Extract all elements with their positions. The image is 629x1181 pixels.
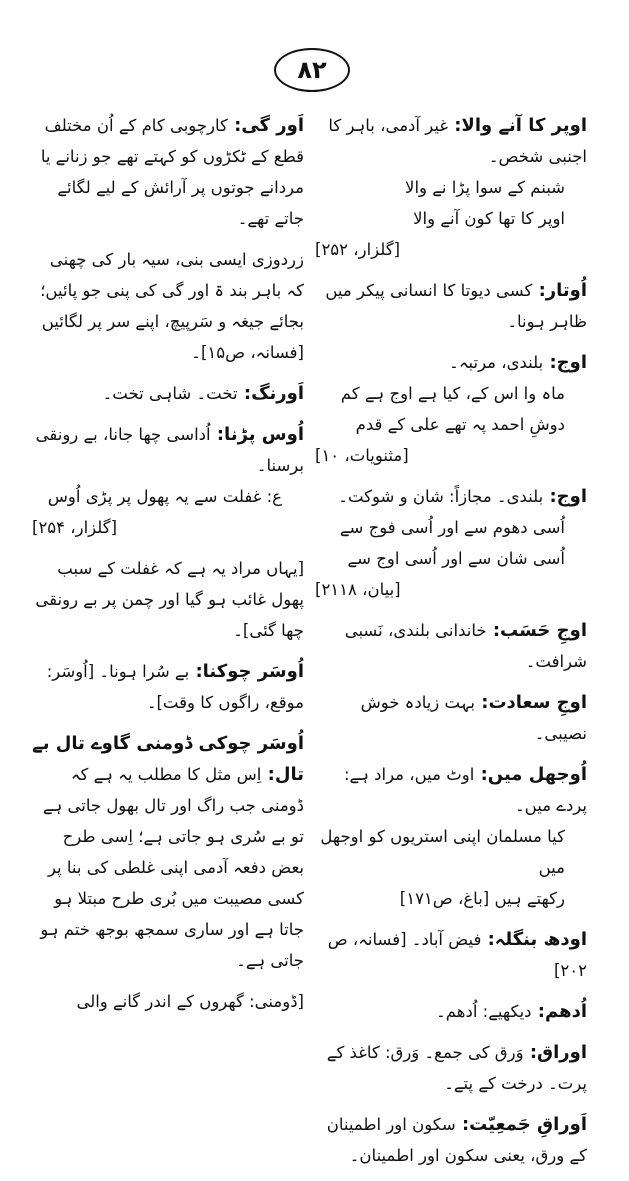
- entry-reference: [بیان، ۲۱۱۸]: [315, 580, 401, 599]
- entry-definition: کارچوبی کام کے اُن مختلف قطع کے ٹکڑوں کو کہتے تھے جو زنانے یا مردانے جوتوں پر آرائش کے لیے لگائے جاتے تھے۔: [40, 116, 304, 228]
- entry-headword: اُوجھل میں:: [474, 764, 587, 785]
- dictionary-entry: [315, 996, 587, 1027]
- dictionary-entry: [315, 687, 587, 749]
- entry-verse-line: ع: غفلت سے یہ پھول پر پڑی اُوس: [47, 487, 282, 506]
- entry-headword: اَورنگ:: [237, 383, 304, 404]
- entry-definition: کسی دیوتا کا انسانی پیکر میں ظاہر ہونا۔: [325, 281, 587, 331]
- entry-definition: وَرق کی جمع۔ وَرق: کاغذ کے پرت۔ درخت کے پتے۔: [326, 1043, 587, 1093]
- page-number: ۸۲: [274, 48, 350, 92]
- entry-definition: [یہاں مراد یہ ہے کہ غفلت کے سبب پھول غائب ہو گیا اور چمن پر بے رونقی چھا گئی]۔: [35, 559, 304, 640]
- entry-headword: اُوس پڑنا:: [210, 424, 304, 445]
- dictionary-entry: [32, 110, 304, 234]
- dictionary-entry: [315, 1037, 587, 1099]
- entry-verse-line: دوشِ احمد پہ تھے علی کے قدم: [355, 415, 565, 434]
- entry-headword: اوراق:: [523, 1042, 587, 1063]
- entry-headword: اوپر کا آنے والا:: [447, 115, 587, 136]
- dictionary-entry: [315, 347, 587, 471]
- entry-headword: اَوراقِ جَمعِیّت:: [455, 1114, 587, 1135]
- dictionary-entry: [32, 419, 304, 543]
- dictionary-entry: [32, 553, 304, 646]
- entry-definition: سکون اور اطمینان کے ورق، یعنی سکون اور اطمینان۔: [326, 1115, 587, 1165]
- dictionary-entry: [315, 759, 587, 914]
- entry-headword: اوج:: [543, 352, 587, 373]
- entry-headword: اوج:: [543, 486, 587, 507]
- entry-definition: اوٹ میں، مراد ہے: پردے میں۔: [344, 765, 587, 815]
- dictionary-entry: [315, 481, 587, 605]
- entry-verse-line: اُسی دھوم سے اور اُسی فوج سے: [339, 518, 565, 537]
- entry-definition: بے سُرا ہونا۔ [اُوسَر: موقع، راگوں کا وقت]۔: [46, 662, 304, 712]
- entry-headword: اُوسَر چوکنا:: [189, 661, 304, 682]
- entry-headword: اوجِ سعادت:: [474, 692, 587, 713]
- entry-verse-line: اوپر کا تھا کون آنے والا: [413, 209, 565, 228]
- entry-headword: اَور گی:: [227, 115, 304, 136]
- entry-verse-line: اُسی شان سے اور اُسی اوج سے: [347, 549, 565, 568]
- entry-definition: بلندی، مرتبہ۔: [449, 353, 544, 372]
- entry-headword: اودھ بنگلہ:: [481, 929, 587, 950]
- entry-definition: بلندی۔ مجازاً: شان و شوکت۔: [338, 487, 544, 506]
- left-column: [32, 110, 304, 1027]
- entry-verse-line: کیا مسلمان اپنی استریوں کو اوجھل میں: [320, 827, 565, 877]
- entry-verse-line: شبنم کے سوا پڑا نے والا: [405, 178, 565, 197]
- dictionary-entry: [32, 378, 304, 409]
- dictionary-entry: [32, 244, 304, 368]
- entry-headword: اُوسَر چوکی ڈومنی گاوے تال بے تال:: [32, 733, 304, 785]
- entry-definition: بہت زیادہ خوش نصیبی۔: [360, 693, 587, 743]
- entry-definition: خاندانی بلندی، نَسبی شرافت۔: [344, 621, 587, 671]
- entry-definition: دیکھیے: اُدھم۔: [436, 1002, 532, 1021]
- entry-definition: تخت۔ شاہی تخت۔: [102, 384, 238, 403]
- dictionary-entry: [315, 1109, 587, 1171]
- entry-headword: اوجِ حَسَب:: [486, 620, 587, 641]
- entry-definition: فیض آباد۔ [فسانہ، ص ۲۰۲]: [327, 930, 587, 980]
- dictionary-entry: [315, 110, 587, 265]
- dictionary-entry: [32, 656, 304, 718]
- entry-definition: اُداسی چھا جانا، بے رونقی برسنا۔: [35, 425, 304, 475]
- entry-definition: اِس مثل کا مطلب یہ ہے کہ ڈومنی جب راگ اور تال بھول جاتی ہے تو بے سُری ہو جاتی ہے؛ اِسی طرح بعض دفعہ آدمی اپنی غلطی کی بنا پر کسی مصیبت میں بُری طرح مبتلا ہو جاتا ہے اور ساری سمجھ بوجھ ختم ہو جاتی ہے۔: [40, 765, 304, 970]
- entry-reference: [گلزار، ۲۵۲]: [315, 240, 401, 259]
- right-column: [315, 110, 587, 1181]
- entry-verse-line: ماہ وا اس کے، کیا ہے اوج ہے کم: [340, 384, 565, 403]
- entry-headword: اُوتار:: [532, 280, 587, 301]
- entry-headword: اُدھم:: [531, 1001, 587, 1022]
- entry-definition: [ڈومنی: گھروں کے اندر گانے والی: [76, 992, 304, 1011]
- dictionary-entry: [315, 275, 587, 337]
- entry-verse-line: رکھتے ہیں [باغ، ص۱۷۱]: [399, 889, 565, 908]
- dictionary-entry: [315, 615, 587, 677]
- dictionary-entry: [32, 986, 304, 1017]
- entry-definition: غیر آدمی، باہر کا اجنبی شخص۔: [328, 116, 587, 166]
- entry-reference: [مثنویات، ۱۰]: [315, 446, 409, 465]
- dictionary-entry: [315, 924, 587, 986]
- entry-definition: زردوزی ایسی بنی، سیہ بار کی چھنی کہ باہر بند ۃ اور گی کی پنی جو پائیں؛ بجائے جیغہ و سَرپیچ، اپنے سر پر لگائیں [فسانہ، ص۱۵]۔: [40, 250, 304, 362]
- entry-reference: [گلزار، ۲۵۴]: [32, 518, 118, 537]
- dictionary-entry: [32, 728, 304, 976]
